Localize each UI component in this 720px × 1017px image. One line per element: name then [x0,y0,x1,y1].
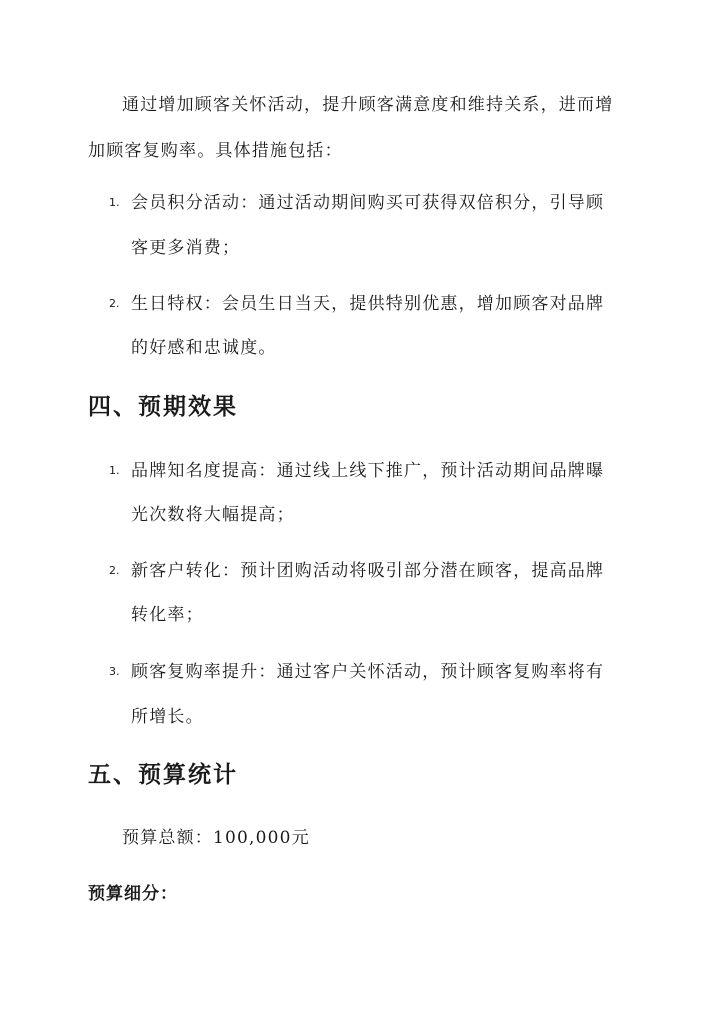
list-item-line: 会员积分活动：通过活动期间购买可获得双倍积分，引导顾 [131,193,605,213]
section-heading: 五、预算统计 [88,761,238,788]
intro-line-1: 通过增加顾客关怀活动，提升顾客满意度和维持关系，进而增 [122,95,614,115]
list-number: 1. [109,464,120,477]
list-number: 1. [109,196,120,209]
budget-total: 预算总额：100,000元 [122,828,310,848]
list-item-line: 光次数将大幅提高； [131,505,295,525]
list-item-line: 的好感和忠诚度。 [131,338,277,358]
list-number: 3. [109,665,120,678]
list-item-line: 客更多消费； [131,238,241,258]
list-number: 2. [109,297,120,310]
list-item-line: 品牌知名度提高：通过线上线下推广，预计活动期间品牌曝 [131,461,605,481]
section-heading: 四、预期效果 [88,393,238,420]
budget-breakdown-label: 预算细分： [88,884,178,904]
intro-line-2: 加顾客复购率。具体措施包括： [88,141,343,161]
list-item-line: 新客户转化：预计团购活动将吸引部分潜在顾客，提高品牌 [131,561,605,581]
list-number: 2. [109,564,120,577]
list-item-line: 转化率； [131,605,204,625]
list-item-line: 所增长。 [131,707,204,727]
list-item-line: 顾客复购率提升：通过客户关怀活动，预计顾客复购率将有 [131,662,605,682]
list-item-line: 生日特权：会员生日当天，提供特别优惠，增加顾客对品牌 [131,294,605,314]
